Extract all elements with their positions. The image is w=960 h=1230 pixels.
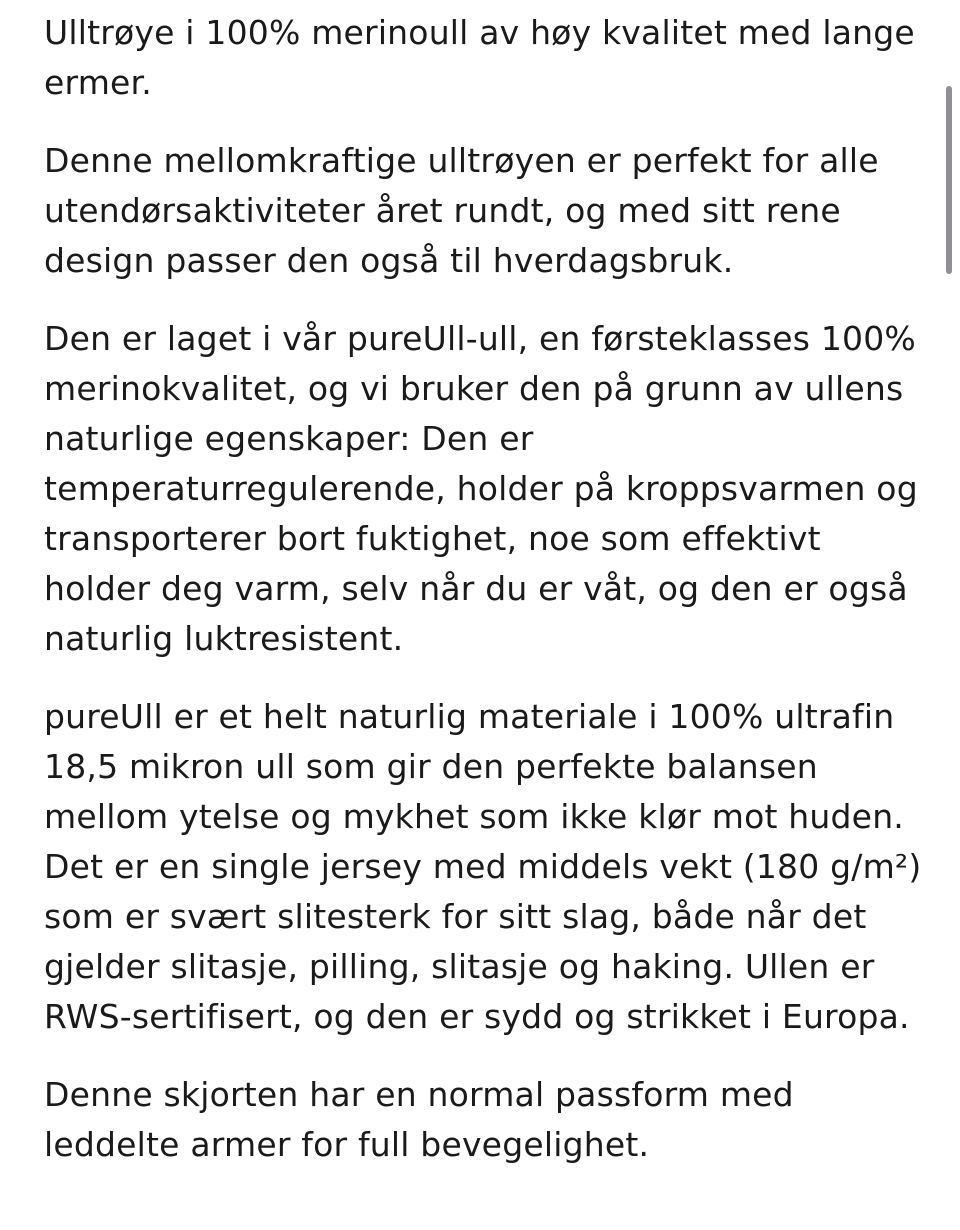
text-line: temperaturregulerende, holder på kroppsvarmen og	[44, 469, 918, 508]
text-line: naturlige egenskaper: Den er	[44, 419, 534, 458]
paragraph-intro	[44, 8, 924, 108]
text-line: pureUll er et helt naturlig materiale i 100% ultrafin	[44, 697, 895, 736]
text-line: 18,5 mikron ull som gir den perfekte balansen	[44, 747, 818, 786]
text-line: Denne skjorten har en normal passform med	[44, 1075, 794, 1114]
paragraph-material	[44, 314, 924, 664]
text-line: gjelder slitasje, pilling, slitasje og haking. Ullen er	[44, 947, 875, 986]
text-line: mellom ytelse og mykhet som ikke klør mot huden.	[44, 797, 904, 836]
text-line: Denne mellomkraftige ulltrøyen er perfekt for alle	[44, 141, 879, 180]
text-line: som er svært slitesterk for sitt slag, både når det	[44, 897, 867, 936]
text-line: Det er en single jersey med middels vekt (180 g/m²)	[44, 847, 922, 886]
text-line: merinokvalitet, og vi bruker den på grunn av ullens	[44, 369, 904, 408]
text-line: Ulltrøye i 100% merinoull av høy kvalitet med lange	[44, 13, 915, 52]
text-line: Den er laget i vår pureUll-ull, en førsteklasses 100%	[44, 319, 916, 358]
text-line: RWS-sertifisert, og den er sydd og strikket i Europa.	[44, 997, 910, 1036]
paragraph-usage	[44, 136, 924, 286]
text-line: utendørsaktiviteter året rundt, og med sitt rene	[44, 191, 841, 230]
text-line: naturlig luktresistent.	[44, 619, 404, 658]
product-description	[44, 8, 924, 1198]
text-line: holder deg varm, selv når du er våt, og den er også	[44, 569, 908, 608]
paragraph-fit	[44, 1070, 924, 1170]
text-line: design passer den også til hverdagsbruk.	[44, 241, 734, 280]
paragraph-fabric	[44, 692, 924, 1042]
text-line: leddelte armer for full bevegelighet.	[44, 1125, 650, 1164]
vertical-scrollbar[interactable]	[940, 0, 960, 1230]
text-line: transporterer bort fuktighet, noe som effektivt	[44, 519, 821, 558]
scrollbar-thumb[interactable]	[946, 86, 952, 274]
text-line: ermer.	[44, 63, 152, 102]
